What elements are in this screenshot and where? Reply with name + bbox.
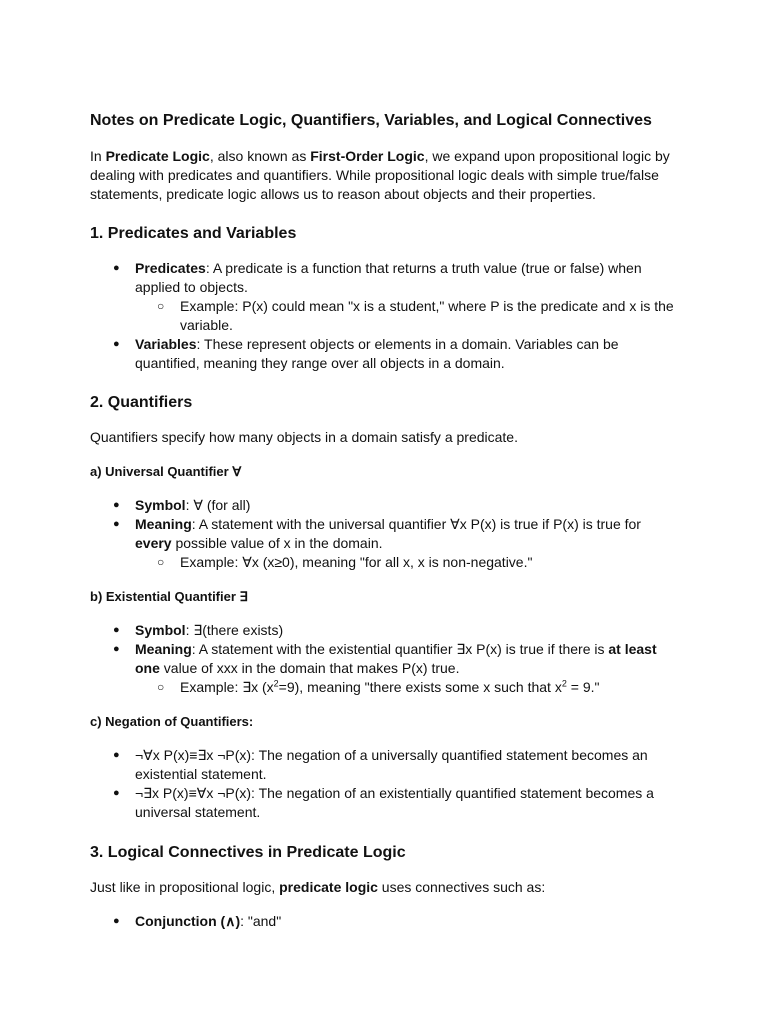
existential-meaning-text2: value of xxx in the domain that makes P(x) true. (159, 660, 460, 676)
predicates-sublist (135, 297, 680, 335)
universal-meaning-text1: : A statement with the universal quantifier ∀x P(x) is true if P(x) is true for (191, 516, 641, 532)
list-item-variables (90, 335, 680, 373)
universal-meaning-bold: every (135, 535, 172, 551)
list-item-negation-existential: ● ¬∃x P(x)≡∀x ¬P(x): The negation of an existentially quantified statement becomes a universal statement. (90, 784, 680, 822)
quantifiers-intro: Quantifiers specify how many objects in a domain satisfy a predicate. (90, 429, 518, 445)
intro-bold-predicate-logic: Predicate Logic (105, 148, 210, 164)
connectives-intro (90, 878, 680, 897)
universal-quantifier-heading: a) Universal Quantifier ∀ (90, 464, 242, 479)
intro-bold-first-order-logic: First-Order Logic (310, 148, 425, 164)
predicates-text: : A predicate is a function that returns a truth value (true or false) when applied to objects. (135, 260, 642, 295)
intro-paragraph (90, 147, 680, 204)
connectives-intro-bold: predicate logic (279, 879, 378, 895)
section-1-heading: 1. Predicates and Variables (90, 225, 297, 242)
universal-sublist (135, 553, 680, 572)
existential-symbol-label: Symbol (135, 622, 186, 638)
list-item-predicates (90, 259, 680, 335)
conjunction-label: Conjunction (∧) (135, 913, 241, 929)
existential-meaning-text1: : A statement with the existential quantifier ∃x P(x) is true if there is (191, 641, 609, 657)
existential-sublist (135, 678, 680, 697)
existential-meaning-bold: at least one (135, 641, 657, 676)
universal-meaning-label: Meaning (135, 516, 192, 532)
section-2-heading: 2. Quantifiers (90, 394, 193, 411)
existential-quantifier-list (90, 621, 680, 697)
list-item-negation-universal: ● ¬∀x P(x)≡∃x ¬P(x): The negation of a universally quantified statement becomes an existential statement. (90, 746, 680, 784)
universal-symbol-text: : ∀ (for all) (185, 497, 251, 513)
existential-example-part2: =9), meaning "there exists some x such that x (278, 679, 562, 695)
existential-example-sup2: 2 (561, 678, 567, 689)
list-item-existential-meaning (90, 640, 680, 697)
list-item-conjunction (90, 912, 680, 931)
universal-example: ○ Example: ∀x (x≥0), meaning "for all x, x is non-negative." (135, 553, 680, 572)
list-item-existential-symbol (90, 621, 680, 640)
existential-example (135, 678, 680, 697)
predicates-label: Predicates (135, 260, 206, 276)
variables-text: : These represent objects or elements in a domain. Variables can be quantified, meaning they range over all objects in a domain. (135, 336, 619, 371)
existential-example-part3: = 9." (566, 679, 600, 695)
list-item-universal-symbol (90, 496, 680, 515)
section-3-heading: 3. Logical Connectives in Predicate Logic (90, 844, 406, 861)
section-1-list (90, 259, 680, 373)
existential-quantifier-heading: b) Existential Quantifier ∃ (90, 589, 248, 604)
universal-meaning-text2: possible value of x in the domain. (171, 535, 383, 551)
connectives-list (90, 912, 680, 931)
universal-symbol-label: Symbol (135, 497, 186, 513)
negation-quantifiers-heading: c) Negation of Quantifiers: (90, 714, 254, 729)
predicates-example: ○ Example: P(x) could mean "x is a student," where P is the predicate and x is the variable. (135, 297, 680, 335)
connectives-intro-text2: uses connectives such as: (377, 879, 546, 895)
variables-label: Variables (135, 336, 197, 352)
document-title: Notes on Predicate Logic, Quantifiers, Variables, and Logical Connectives (90, 112, 652, 129)
existential-symbol-text: : ∃(there exists) (185, 622, 284, 638)
intro-text-d: , we expand upon propositional logic by dealing with predicates and quantifiers. While propositional logic deals with simple true/false statements, predicate logic allows us to reason about objects and their properties. (90, 148, 670, 202)
connectives-intro-text1: Just like in propositional logic, (90, 879, 280, 895)
existential-meaning-label: Meaning (135, 641, 192, 657)
existential-example-part1: Example: ∃x (x (180, 679, 274, 695)
universal-quantifier-list (90, 496, 680, 572)
negation-quantifiers-list (90, 746, 680, 822)
existential-example-sup1: 2 (273, 678, 279, 689)
intro-text-c: , also known as (209, 148, 311, 164)
intro-text-a: In (90, 148, 106, 164)
conjunction-text: : "and" (240, 913, 282, 929)
list-item-universal-meaning (90, 515, 680, 572)
